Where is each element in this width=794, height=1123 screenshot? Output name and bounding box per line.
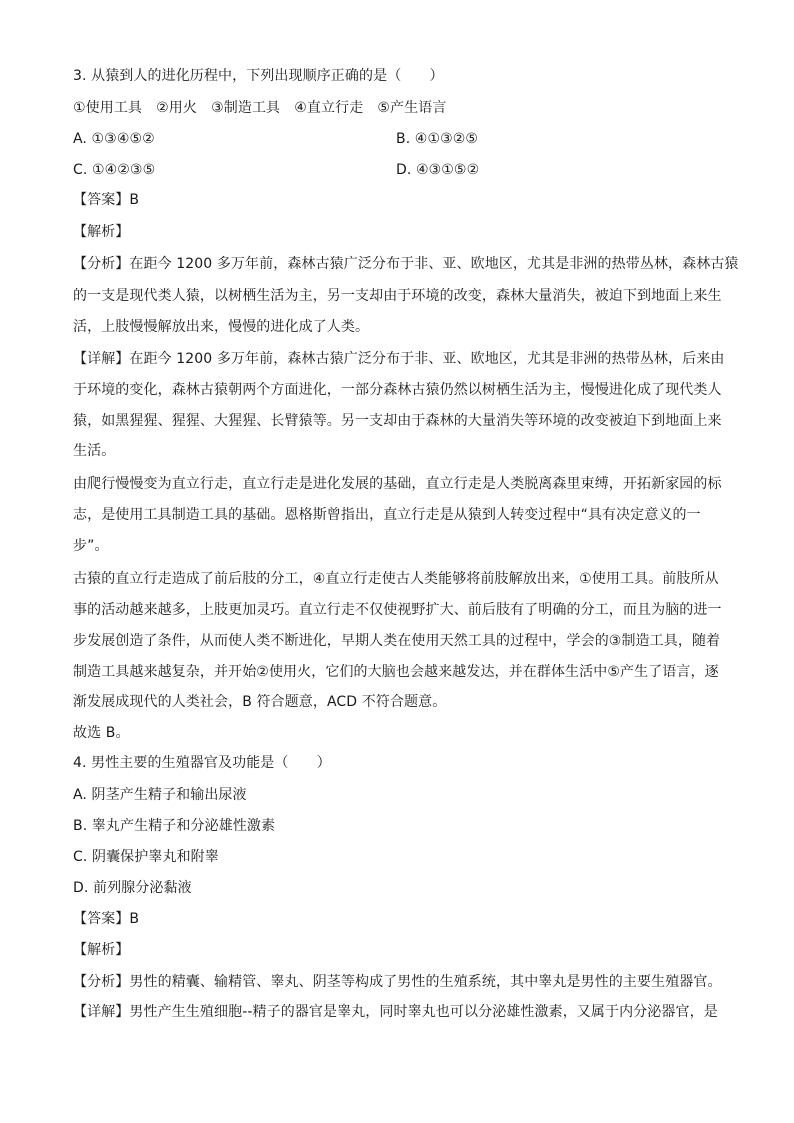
q3-detail-line: 于环境的变化，森林古猿朝两个方面进化，一部分森林古猿仍然以树栖生活为主，慢慢进化成了现代类人 [73, 382, 722, 398]
q3-detail-line: 由爬行慢慢变为直立行走，直立行走是进化发展的基础，直立行走是人类脱离森里束缚，开拓新家园的标 [73, 476, 722, 492]
q3-detail-line: 事的活动越来越多，上肢更加灵巧。直立行走不仅使视野扩大、前后肢有了明确的分工，而且为脑的进一 [73, 602, 722, 618]
q4-option-d: D. 前列腺分泌黏液 [73, 880, 192, 896]
q3-options-row-2 [73, 160, 723, 180]
q4-option-a: A. 阴茎产生精子和输出尿液 [73, 787, 247, 803]
q3-options-row-1 [73, 129, 723, 149]
q3-option-a: A. ①③④⑤② [73, 131, 155, 147]
q3-detail-line: 【详解】在距今 1200 多万年前，森林古猿广泛分布于非、亚、欧地区，尤其是非洲的热带丛林，后来由 [73, 351, 725, 367]
q3-analysis-line: 【分析】在距今 1200 多万年前，森林古猿广泛分布于非、亚、欧地区，尤其是非洲的热带丛林，森林古猿 [73, 256, 739, 272]
q3-answer: 【答案】B [73, 192, 140, 208]
q4-answer: 【答案】B [73, 911, 140, 927]
q3-items: ①使用工具 ②用火 ③制造工具 ④直立行走 ⑤产生语言 [73, 100, 447, 116]
q3-option-b: B. ④①③②⑤ [396, 131, 479, 147]
q3-detail-line: 猿，如黑猩猩、猩猩、大猩猩、长臂猿等。另一支却由于森林的大量消失等环境的改变被迫下到地面上来 [73, 413, 722, 429]
q3-option-c: C. ①④②③⑤ [73, 162, 156, 178]
q4-detail-line: 【详解】男性产生生殖细胞--精子的器官是睾丸，同时睾丸也可以分泌雄性激素，又属于内分泌器官，是 [73, 1004, 718, 1020]
q4-option-b: B. 睾丸产生精子和分泌雄性激素 [73, 818, 276, 834]
q3-detail-line: 志，是使用工具制造工具的基础。恩格斯曾指出，直立行走是从猿到人转变过程中“具有决定意义的一 [73, 507, 701, 523]
q3-analysis-line: 活，上肢慢慢解放出来，慢慢的进化成了人类。 [73, 319, 370, 335]
q4-analysis-line: 【分析】男性的精囊、输精管、睾丸、阴茎等构成了男性的生殖系统，其中睾丸是男性的主要生殖器官。 [73, 974, 722, 990]
q4-stem: 4. 男性主要的生殖器官及功能是（ ） [73, 755, 331, 771]
q3-detail-line: 生活。 [73, 443, 116, 459]
q3-stem: 3. 从猿到人的进化历程中，下列出现顺序正确的是（ ） [73, 68, 444, 84]
q3-analysis-heading: 【解析】 [73, 224, 130, 240]
q3-option-d: D. ④③①⑤② [396, 162, 480, 178]
q3-detail-line: 故选 B。 [73, 725, 130, 741]
q3-detail-line: 渐发展成现代的人类社会，B 符合题意，ACD 不符合题意。 [73, 694, 447, 710]
q3-detail-line: 步发展创造了条件，从而使人类不断进化，早期人类在使用天然工具的过程中，学会的③制造工具，随着 [73, 633, 721, 649]
q3-detail-line: 步”。 [73, 538, 109, 554]
q4-option-c: C. 阴囊保护睾丸和附睾 [73, 849, 219, 865]
q3-detail-line: 古猿的直立行走造成了前后肢的分工，④直立行走使古人类能够将前肢解放出来，①使用工具。前肢所从 [73, 571, 719, 587]
q3-analysis-line: 的一支是现代类人猿，以树栖生活为主，另一支却由于环境的改变，森林大量消失，被迫下到地面上来生 [73, 288, 722, 304]
q4-analysis-heading: 【解析】 [73, 942, 130, 958]
q3-detail-line: 制造工具越来越复杂，并开始②使用火，它们的大脑也会越来越发达，并在群体生活中⑤产生了语言，逐 [73, 664, 719, 680]
